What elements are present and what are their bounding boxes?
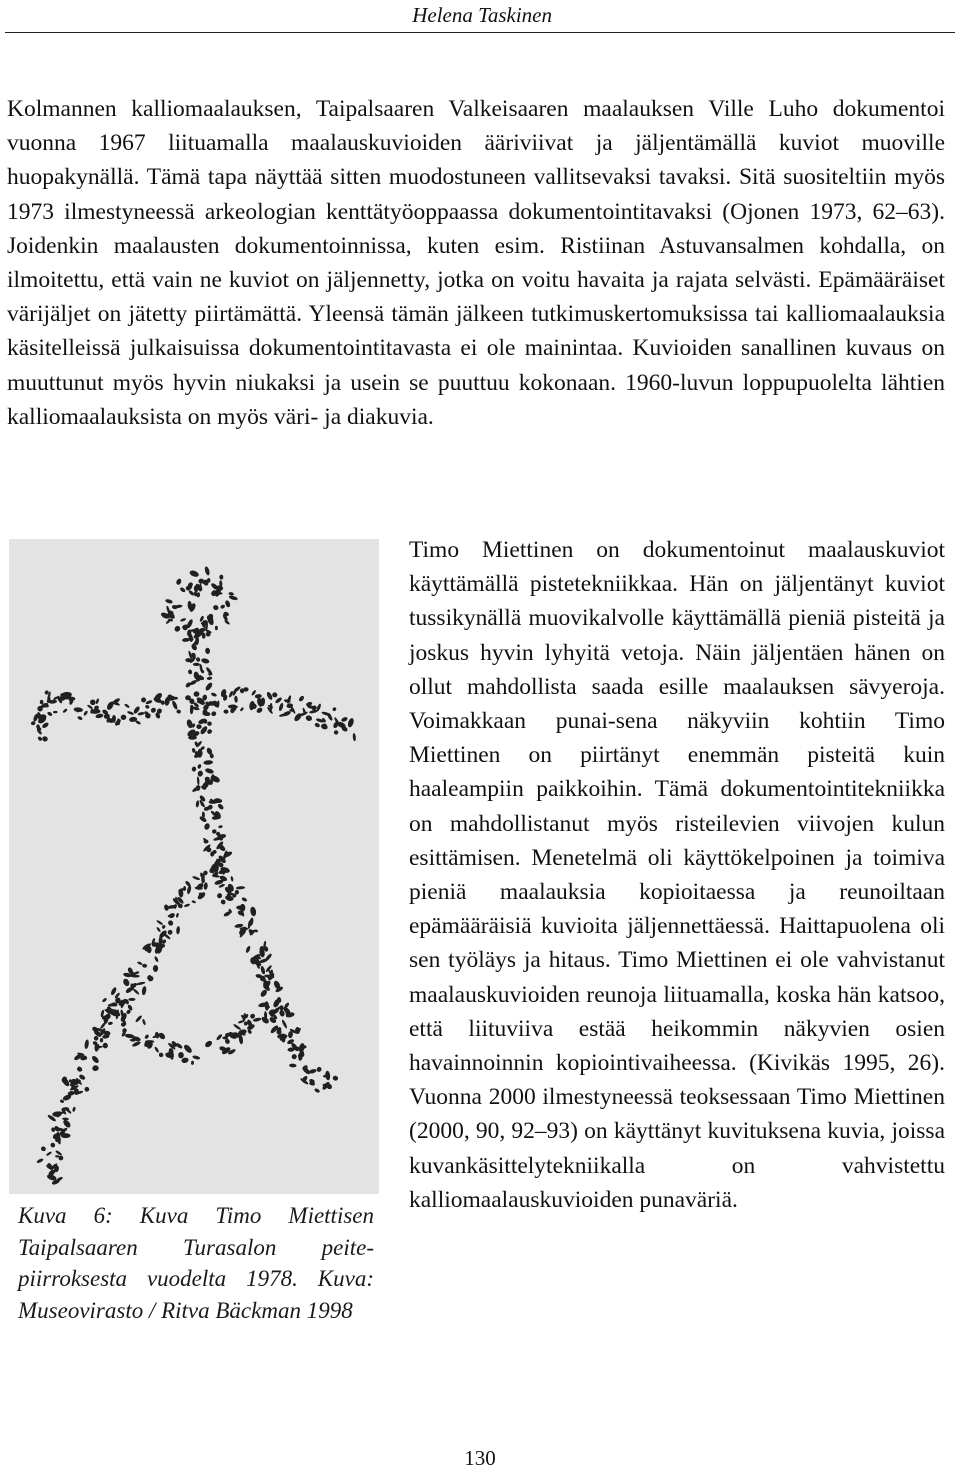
stipple-dot [183, 886, 186, 891]
intro-paragraph: Kolmannen kalliomaalauksen, Taipalsaaren Valkeisaaren maalauksen Ville Luho dokumentoi vuonna 1967 liituamalla maalauskuvioiden ääriviivat ja jäljentämällä kuviot muoville huopakynällä. Tämä tapa näyttää sitten muodostuneen vallitsevaksi tavaksi. Sitä suositeltiin myös 1973 ilmestyneessä arkeologian kenttätyöoppaassa dokumentointitavaksi (Ojonen 1973, 62–63). Joidenkin maalausten dokumentoinnissa, kuten esim. Ristiinan Astuvansalmen kohdalla, on ilmoitettu, että vain ne kuviot on jäljennetty, jotka on voitu havaita ja rajata selvästi. Epämääräiset värijäljet on jätetty piirtämättä. Yleensä tämän jälkeen tutkimuskertomuksissa tai kalliomaalauksia käsitelleissä julkaisuissa dokumentointitavasta ei ole mainintaa. Kuvioiden sanallinen kuvaus on muuttunut myös hyvin niukaksi ja usein se puuttuu kokonaan. 1960-luvun loppupuolelta lähtien kalliomaalauksista on myös väri- ja diakuvia. [7, 96, 945, 430]
page-number: 130 [464, 1446, 496, 1470]
stipple-dot [128, 998, 135, 1001]
running-head-author: Helena Taskinen [412, 3, 552, 27]
stipple-dot [145, 1040, 154, 1043]
right-column-paragraph: Timo Miettinen on dokumentoinut maalauskuviot käyttämällä pistetekniikkaa. Hän on jäljentänyt kuviot tussikynällä muovikalvolle käyttämällä pieniä pisteitä ja joskus hyvin lyhyitä vetoja. Näin jäljentäen hänen on ollut mahdollista saada esille maalauksen sävyeroja. Voimakkaan punai-sena näkyviin kohtiin Timo Miettinen on piirtänyt enemmän pisteitä kuin haaleampiin paikkoihin. Tämä dokumentointitekniikka on mahdollistanut myös risteilevien viivojen kulun esittämisen. Menetelmä oli käyttökelpoinen ja toimiva pieniä maalauksia kopioitaessa ja reunoiltaan epämääräisiä kuvioita jäljennettäessä. Haittapuolena oli sen työläys ja hitaus. Timo Miettinen ei ole vahvistanut maalauskuvioiden reunoja liituamalla, koska hän katsoo, että liituviiva estää heikommin näkyvien osien havainnoinnin kopiointivaiheessa. (Kivikäs 1995, 26). Vuonna 2000 ilmestyneessä teoksessaan Timo Miettinen (2000, 90, 92–93) on käyttänyt kuvituksena kuvia, joissa kuvankäsittelytekniikalla on vahvistettu kalliomaalauskuvioiden punaväriä. [409, 537, 945, 1213]
figure-caption: Kuva 6: Kuva Timo Miettisen Taipalsaaren Turasalon peitepiirroksesta vuodelta 1978. Kuva: Museovirasto / Ritva Bäckman 1998 [18, 1203, 374, 1323]
stipple-dot [270, 703, 273, 711]
stipple-dot [202, 879, 205, 883]
header-rule [5, 32, 955, 33]
stipple-dot [216, 592, 223, 595]
